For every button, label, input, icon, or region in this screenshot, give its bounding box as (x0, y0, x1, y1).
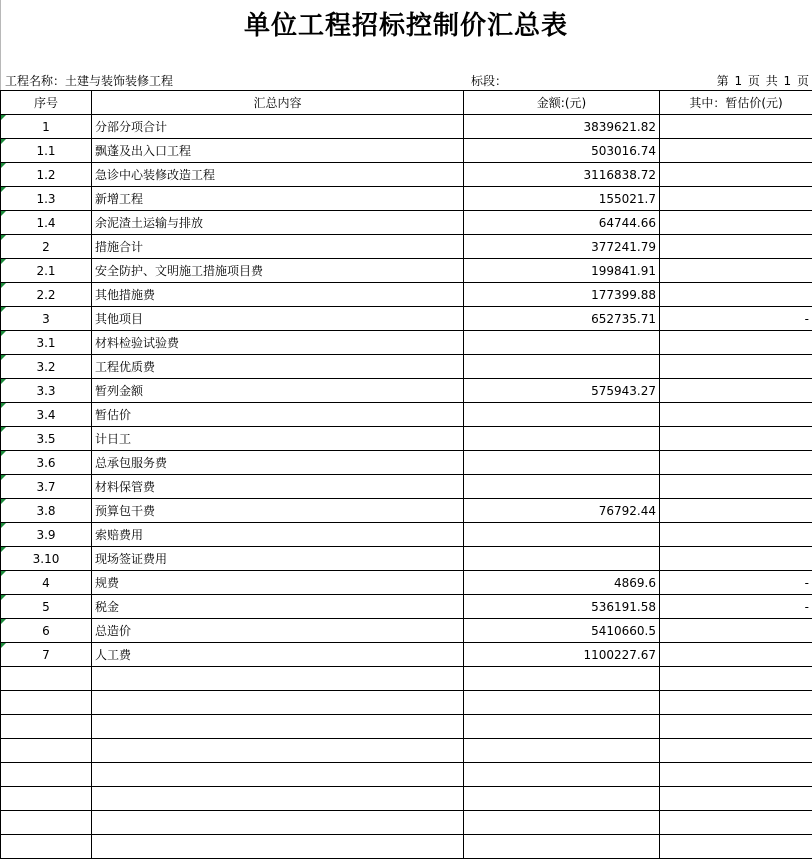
table-row (1, 187, 812, 211)
page-indicator: 第 1 页 共 1 页 (717, 73, 809, 89)
row-content[interactable]: 工程优质费 (92, 355, 464, 379)
empty-cell[interactable] (1, 811, 92, 835)
row-number[interactable]: 1.2 (1, 163, 92, 187)
table-row (1, 451, 812, 475)
table-row (1, 523, 812, 547)
row-number[interactable]: 1 (1, 115, 92, 139)
empty-cell[interactable] (1, 715, 92, 739)
row-estimate[interactable] (660, 211, 812, 235)
row-content[interactable]: 安全防护、文明施工措施项目费 (92, 259, 464, 283)
row-number[interactable]: 3.9 (1, 523, 92, 547)
table-row (1, 259, 812, 283)
table-row (1, 355, 812, 379)
row-amount[interactable]: 177399.88 (464, 283, 660, 307)
row-estimate[interactable] (660, 403, 812, 427)
row-amount[interactable]: 536191.58 (464, 595, 660, 619)
row-number[interactable]: 2.1 (1, 259, 92, 283)
row-number[interactable]: 1.3 (1, 187, 92, 211)
empty-cell[interactable] (660, 787, 812, 811)
row-content[interactable]: 措施合计 (92, 235, 464, 259)
row-amount[interactable] (464, 355, 660, 379)
row-estimate[interactable] (660, 187, 812, 211)
row-estimate[interactable] (660, 475, 812, 499)
row-estimate[interactable] (660, 499, 812, 523)
row-number[interactable]: 3.8 (1, 499, 92, 523)
table-row (1, 643, 812, 667)
row-number[interactable]: 3.6 (1, 451, 92, 475)
row-estimate[interactable] (660, 163, 812, 187)
empty-cell[interactable] (464, 739, 660, 763)
row-content[interactable]: 预算包干费 (92, 499, 464, 523)
empty-cell[interactable] (92, 739, 464, 763)
row-number[interactable]: 2 (1, 235, 92, 259)
row-content[interactable]: 其他措施费 (92, 283, 464, 307)
empty-cell[interactable] (464, 667, 660, 691)
row-number[interactable]: 3.10 (1, 547, 92, 571)
row-content[interactable]: 人工费 (92, 643, 464, 667)
empty-row (1, 715, 812, 739)
row-content[interactable]: 分部分项合计 (92, 115, 464, 139)
row-estimate[interactable] (660, 547, 812, 571)
empty-row (1, 835, 812, 859)
table-row (1, 139, 812, 163)
row-estimate[interactable] (660, 643, 812, 667)
section-label: 标段： (471, 73, 507, 89)
row-estimate[interactable] (660, 259, 812, 283)
row-content[interactable]: 余泥渣土运输与排放 (92, 211, 464, 235)
table-row (1, 283, 812, 307)
row-content[interactable]: 材料保管费 (92, 475, 464, 499)
empty-cell[interactable] (660, 715, 812, 739)
table-row (1, 115, 812, 139)
row-amount[interactable]: 575943.27 (464, 379, 660, 403)
row-content[interactable]: 材料检验试验费 (92, 331, 464, 355)
row-number[interactable]: 6 (1, 619, 92, 643)
empty-cell[interactable] (660, 763, 812, 787)
row-estimate[interactable] (660, 451, 812, 475)
row-estimate[interactable] (660, 619, 812, 643)
row-estimate[interactable]: - (660, 307, 812, 331)
empty-cell[interactable] (92, 787, 464, 811)
row-estimate[interactable] (660, 235, 812, 259)
row-amount[interactable]: 3839621.82 (464, 115, 660, 139)
row-estimate[interactable] (660, 139, 812, 163)
row-estimate[interactable] (660, 283, 812, 307)
col-header-no: 序号 (1, 91, 92, 115)
table-row (1, 571, 812, 595)
row-estimate[interactable]: - (660, 571, 812, 595)
row-amount[interactable] (464, 523, 660, 547)
empty-cell[interactable] (464, 715, 660, 739)
empty-row (1, 667, 812, 691)
table-row (1, 547, 812, 571)
table-row (1, 331, 812, 355)
row-number[interactable]: 5 (1, 595, 92, 619)
row-amount[interactable]: 64744.66 (464, 211, 660, 235)
empty-cell[interactable] (1, 739, 92, 763)
table-row (1, 475, 812, 499)
row-content[interactable]: 规费 (92, 571, 464, 595)
project-name: 工程名称：土建与装饰装修工程 (5, 73, 173, 89)
empty-cell[interactable] (660, 811, 812, 835)
row-number[interactable]: 4 (1, 571, 92, 595)
page-title: 单位工程招标控制价汇总表 (0, 8, 812, 44)
empty-cell[interactable] (464, 691, 660, 715)
empty-cell[interactable] (1, 835, 92, 859)
empty-cell[interactable] (660, 739, 812, 763)
row-amount[interactable]: 503016.74 (464, 139, 660, 163)
table-row (1, 163, 812, 187)
row-number[interactable]: 3.4 (1, 403, 92, 427)
row-number[interactable]: 3.1 (1, 331, 92, 355)
table-row (1, 211, 812, 235)
empty-cell[interactable] (660, 667, 812, 691)
row-content[interactable]: 索赔费用 (92, 523, 464, 547)
empty-cell[interactable] (1, 763, 92, 787)
row-content[interactable]: 暂估价 (92, 403, 464, 427)
table-row (1, 499, 812, 523)
empty-cell[interactable] (464, 787, 660, 811)
row-content[interactable]: 新增工程 (92, 187, 464, 211)
row-estimate[interactable] (660, 379, 812, 403)
empty-cell[interactable] (92, 715, 464, 739)
empty-cell[interactable] (464, 835, 660, 859)
row-amount[interactable]: 4869.6 (464, 571, 660, 595)
empty-row (1, 739, 812, 763)
row-number[interactable]: 3.7 (1, 475, 92, 499)
table-row (1, 403, 812, 427)
row-amount[interactable]: 3116838.72 (464, 163, 660, 187)
row-amount[interactable] (464, 451, 660, 475)
row-amount[interactable]: 155021.7 (464, 187, 660, 211)
empty-row (1, 763, 812, 787)
row-estimate[interactable] (660, 355, 812, 379)
row-amount[interactable] (464, 427, 660, 451)
empty-cell[interactable] (1, 691, 92, 715)
row-amount[interactable] (464, 547, 660, 571)
row-estimate[interactable] (660, 331, 812, 355)
row-content[interactable]: 急诊中心装修改造工程 (92, 163, 464, 187)
empty-cell[interactable] (92, 811, 464, 835)
row-content[interactable]: 总造价 (92, 619, 464, 643)
empty-cell[interactable] (92, 763, 464, 787)
summary-table (0, 90, 812, 859)
row-amount[interactable]: 199841.91 (464, 259, 660, 283)
empty-cell[interactable] (1, 667, 92, 691)
row-number[interactable]: 3.5 (1, 427, 92, 451)
row-number[interactable]: 1.4 (1, 211, 92, 235)
row-content[interactable]: 暂列金额 (92, 379, 464, 403)
empty-row (1, 787, 812, 811)
row-estimate[interactable]: - (660, 595, 812, 619)
empty-cell[interactable] (92, 667, 464, 691)
empty-cell[interactable] (92, 835, 464, 859)
row-content[interactable]: 税金 (92, 595, 464, 619)
row-estimate[interactable] (660, 523, 812, 547)
row-amount[interactable]: 5410660.5 (464, 619, 660, 643)
row-estimate[interactable] (660, 427, 812, 451)
empty-cell[interactable] (464, 811, 660, 835)
row-content[interactable]: 飘蓬及出入口工程 (92, 139, 464, 163)
row-content[interactable]: 总承包服务费 (92, 451, 464, 475)
row-amount[interactable] (464, 475, 660, 499)
row-number[interactable]: 3 (1, 307, 92, 331)
row-content[interactable]: 计日工 (92, 427, 464, 451)
col-header-estimate: 其中：暂估价(元) (660, 91, 812, 115)
empty-row (1, 691, 812, 715)
table-header-row (1, 91, 812, 115)
row-amount[interactable]: 76792.44 (464, 499, 660, 523)
row-amount[interactable] (464, 331, 660, 355)
row-number[interactable]: 2.2 (1, 283, 92, 307)
table-row (1, 595, 812, 619)
row-content[interactable]: 其他项目 (92, 307, 464, 331)
row-amount[interactable]: 652735.71 (464, 307, 660, 331)
empty-cell[interactable] (660, 835, 812, 859)
row-amount[interactable]: 377241.79 (464, 235, 660, 259)
row-number[interactable]: 1.1 (1, 139, 92, 163)
col-header-content: 汇总内容 (92, 91, 464, 115)
row-number[interactable]: 3.3 (1, 379, 92, 403)
table-row (1, 427, 812, 451)
table-body (1, 115, 812, 859)
empty-cell[interactable] (1, 787, 92, 811)
table-row (1, 619, 812, 643)
table-row (1, 379, 812, 403)
table-row (1, 307, 812, 331)
empty-cell[interactable] (92, 691, 464, 715)
row-amount[interactable] (464, 403, 660, 427)
row-amount[interactable]: 1100227.67 (464, 643, 660, 667)
table-row (1, 235, 812, 259)
row-content[interactable]: 现场签证费用 (92, 547, 464, 571)
empty-cell[interactable] (660, 691, 812, 715)
empty-cell[interactable] (464, 763, 660, 787)
col-header-amount: 金额:(元) (464, 91, 660, 115)
row-estimate[interactable] (660, 115, 812, 139)
row-number[interactable]: 7 (1, 643, 92, 667)
empty-row (1, 811, 812, 835)
row-number[interactable]: 3.2 (1, 355, 92, 379)
